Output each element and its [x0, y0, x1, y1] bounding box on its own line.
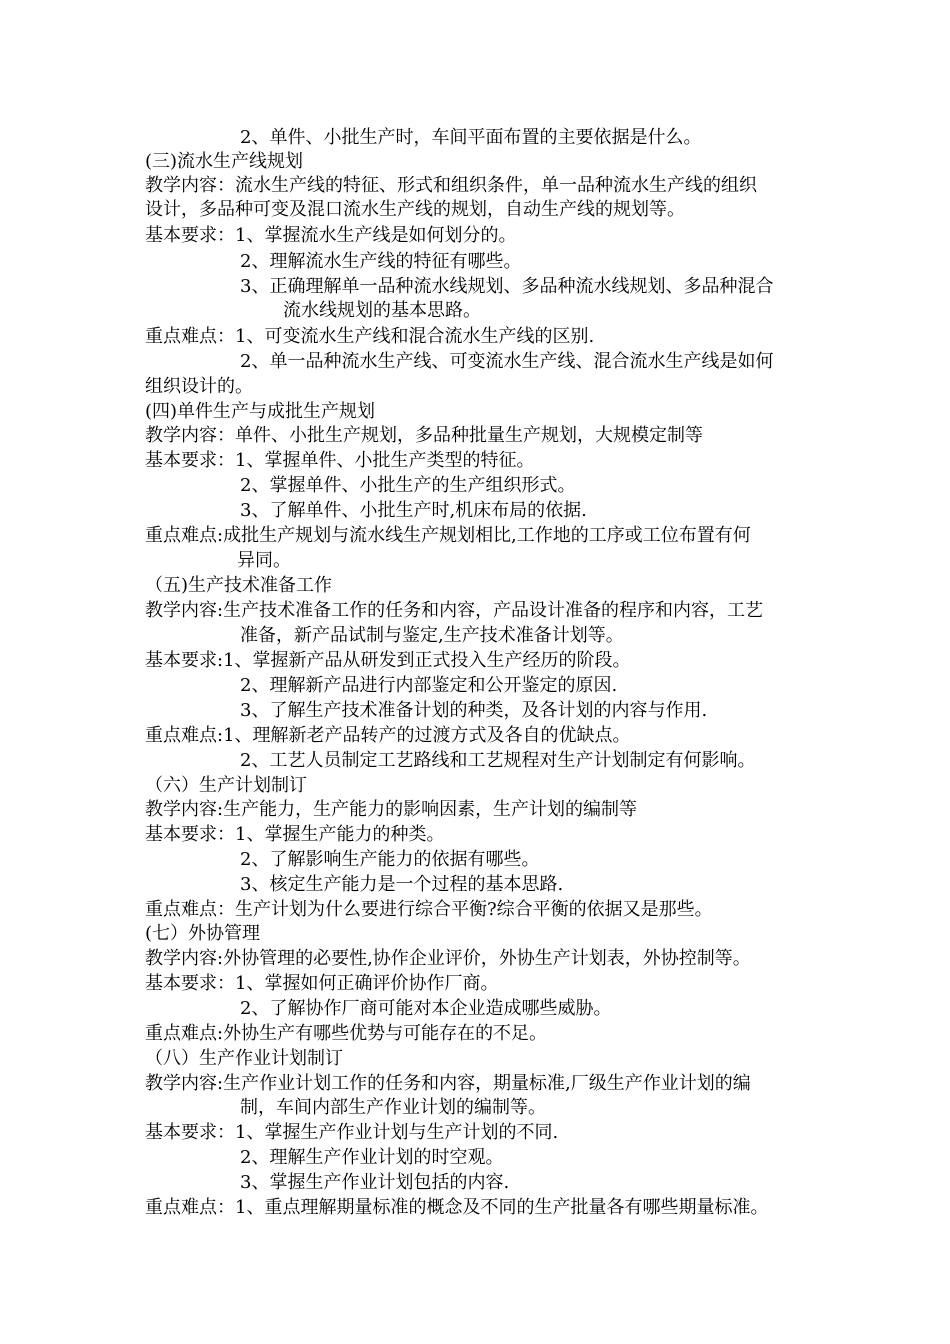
text-line: 基本要求:1、掌握新产品从研发到正式投入生产经历的阶段。	[145, 650, 631, 671]
text-line: 制，车间内部生产作业计划的编制等。	[240, 1097, 546, 1118]
section-heading: （五)生产技术准备工作	[145, 575, 333, 596]
text-line: 2、了解协作厂商可能对本企业造成哪些威胁。	[240, 998, 612, 1019]
text-line: 2、理解流水生产线的特征有哪些。	[240, 251, 522, 272]
text-line: 教学内容:生产作业计划工作的任务和内容，期量标准,厂级生产作业计划的编	[145, 1073, 751, 1094]
section-heading: (四)单件生产与成批生产规划	[145, 401, 376, 422]
text-line: 2、掌握单件、小批生产的生产组织形式。	[240, 475, 576, 496]
section-heading: （六）生产计划制订	[145, 775, 307, 796]
text-line: 基本要求：1、掌握如何正确评价协作厂商。	[145, 973, 499, 994]
section-heading: (七）外协管理	[145, 923, 261, 944]
section-heading: (三)流水生产线规划	[145, 151, 304, 172]
text-line: 基本要求：1、掌握单件、小批生产类型的特征。	[145, 450, 535, 471]
text-line: 重点难点:1、理解新老产品转产的过渡方式及各自的优缺点。	[145, 725, 631, 746]
text-line: 设计，多品种可变及混口流水生产线的规划，自动生产线的规划等。	[145, 199, 685, 220]
text-line: 3、了解生产技术准备计划的种类，及各计划的内容与作用.	[240, 700, 708, 721]
text-line: 2、单一品种流水生产线、可变流水生产线、混合流水生产线是如何	[240, 351, 774, 372]
text-line: 重点难点：1、重点理解期量标准的概念及不同的生产批量各有哪些期量标准。	[145, 1197, 769, 1218]
text-line: 基本要求：1、掌握流水生产线是如何划分的。	[145, 225, 517, 246]
text-line: 3、正确理解单一品种流水线规划、多品种流水线规划、多品种混合	[240, 276, 774, 297]
text-line: 2、理解新产品进行内部鉴定和公开鉴定的原因.	[240, 675, 618, 696]
text-line: 重点难点：1、可变流水生产线和混合流水生产线的区别.	[145, 326, 595, 347]
text-line: 教学内容:生产技术准备工作的任务和内容，产品设计准备的程序和内容，工艺	[145, 600, 764, 621]
text-line: 教学内容：流水生产线的特征、形式和组织条件，单一品种流水生产线的组织	[145, 175, 757, 196]
text-line: 重点难点:成批生产规划与流水线生产规划相比,工作地的工序或工位布置有何	[145, 525, 751, 546]
text-line: 异同。	[237, 550, 291, 571]
text-line: 教学内容：单件、小批生产规划，多品种批量生产规划，大规模定制等	[145, 425, 703, 446]
text-line: 基本要求：1、掌握生产作业计划与生产计划的不同.	[145, 1122, 559, 1143]
text-line: 3、掌握生产作业计划包括的内容.	[240, 1172, 510, 1193]
text-line: 教学内容:生产能力，生产能力的影响因素，生产计划的编制等	[145, 799, 638, 820]
text-line: 2、理解生产作业计划的时空观。	[240, 1147, 504, 1168]
text-line: 2、单件、小批生产时，车间平面布置的主要依据是什么。	[240, 127, 702, 148]
text-line: 3、核定生产能力是一个过程的基本思路.	[240, 874, 564, 895]
text-line: 组织设计的。	[145, 376, 253, 397]
text-line: 2、了解影响生产能力的依据有哪些。	[240, 849, 540, 870]
text-line: 准备，新产品试制与鉴定,生产技术准备计划等。	[240, 625, 624, 646]
text-line: 基本要求：1、掌握生产能力的种类。	[145, 824, 445, 845]
text-line: 2、工艺人员制定工艺路线和工艺规程对生产计划制定有何影响。	[240, 750, 756, 771]
text-line: 重点难点：生产计划为什么要进行综合平衡?综合平衡的依据又是那些。	[145, 899, 713, 920]
text-line: 流水线规划的基本思路。	[283, 300, 481, 321]
text-line: 3、了解单件、小批生产时,机床布局的依据.	[240, 500, 587, 521]
text-line: 重点难点:外协生产有哪些优势与可能存在的不足。	[145, 1023, 548, 1044]
section-heading: （八）生产作业计划制订	[145, 1048, 343, 1069]
text-line: 教学内容:外协管理的必要性,协作企业评价，外协生产计划表，外协控制等。	[145, 948, 751, 969]
